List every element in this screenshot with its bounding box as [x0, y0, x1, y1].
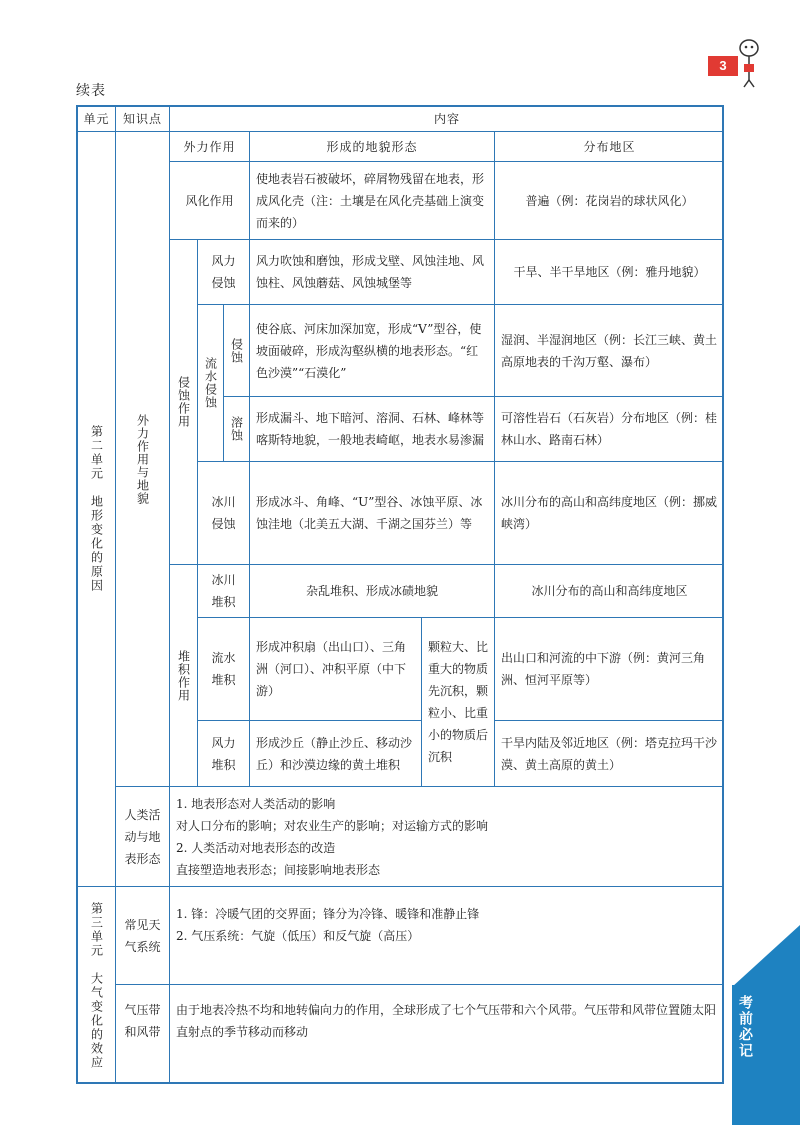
water-deposit-dist: 出山口和河流的中下游（例：黄河三角洲、恒河平原等） [495, 618, 724, 721]
unit3-kp1: 常见天气系统 [116, 887, 170, 985]
header-knowledge: 知识点 [116, 107, 170, 132]
wind-deposit-name: 风力堆积 [198, 721, 250, 787]
weathering-dist: 普遍（例：花岗岩的球状风化） [495, 162, 724, 240]
knowledge-table [76, 105, 724, 1084]
water-dissolve-dist: 可溶性岩石（石灰岩）分布地区（例：桂林山水、路南石林） [495, 397, 724, 462]
side-tab-corner-icon [732, 925, 800, 987]
unit2-kp2: 人类活动与地表形态 [116, 787, 170, 887]
kp2-line-2: 对人口分布的影响；对农业生产的影响；对运输方式的影响 [176, 818, 489, 833]
wind-erosion-name: 风力侵蚀 [198, 240, 250, 305]
wind-erosion-dist: 干旱、半干旱地区（例：雅丹地貌） [495, 240, 724, 305]
water-deposit-name: 流水堆积 [198, 618, 250, 721]
header-content: 内容 [170, 107, 724, 132]
erosion-name: 侵蚀作用 [170, 240, 198, 565]
header-unit: 单元 [78, 107, 116, 132]
col-force: 外力作用 [170, 132, 250, 162]
col-form: 形成的地貌形态 [250, 132, 495, 162]
unit3-kp2: 气压带和风带 [116, 985, 170, 1084]
col-dist: 分布地区 [495, 132, 724, 162]
kp2-line-3: 2. 人类活动对地表形态的改造 [176, 840, 336, 855]
glacier-deposit-name: 冰川堆积 [198, 565, 250, 618]
unit2-kp2-content [170, 787, 724, 887]
glacier-deposit-dist: 冰川分布的高山和高纬度地区 [495, 565, 724, 618]
weathering-name: 风化作用 [170, 162, 250, 240]
glacier-erosion-form: 形成冰斗、角峰、“U”型谷、冰蚀平原、冰蚀洼地（北美五大湖、千湖之国芬兰）等 [250, 462, 495, 565]
water-deposit-form: 形成冲积扇（出山口）、三角洲（河口）、冲积平原（中下游） [250, 618, 422, 721]
unit3-title: 第三单元 大气变化的效应 [78, 887, 116, 1084]
side-tab-label: 考前必记 [738, 995, 754, 1059]
wind-deposit-dist: 干旱内陆及邻近地区（例：塔克拉玛干沙漠、黄土高原的黄土） [495, 721, 724, 787]
continued-label: 续表 [76, 83, 106, 99]
kp1-line-2: 2. 气压系统：气旋（低压）和反气旋（高压） [176, 929, 420, 943]
deposition-name: 堆积作用 [170, 565, 198, 787]
water-erosion-name: 流水侵蚀 [198, 305, 224, 462]
unit2-title: 第二单元 地形变化的原因 [78, 132, 116, 887]
glacier-erosion-name: 冰川侵蚀 [198, 462, 250, 565]
water-erode-name: 侵蚀 [224, 305, 250, 397]
water-erode-form: 使谷底、河床加深加宽，形成“V”型谷，使坡面破碎，形成沟壑纵横的地表形态。“红色沙漠”“石漠化” [250, 305, 495, 397]
wind-erosion-form: 风力吹蚀和磨蚀，形成戈壁、风蚀洼地、风蚀柱、风蚀蘑菇、风蚀城堡等 [250, 240, 495, 305]
glacier-erosion-dist: 冰川分布的高山和高纬度地区（例：挪威峡湾） [495, 462, 724, 565]
mascot-icon [736, 36, 762, 88]
wind-deposit-form: 形成沙丘（静止沙丘、移动沙丘）和沙漠边缘的黄土堆积 [250, 721, 422, 787]
page-number: 3 [708, 56, 738, 76]
kp1-line-1: 1. 锋：冷暖气团的交界面；锋分为冷锋、暖锋和准静止锋 [176, 907, 480, 921]
water-dissolve-name: 溶蚀 [224, 397, 250, 462]
unit2-kp1: 外力作用与地貌 [116, 132, 170, 787]
kp2-line-1: 1. 地表形态对人类活动的影响 [176, 796, 336, 811]
deposit-shared-note: 颗粒大、比重大的物质先沉积，颗粒小、比重小的物质后沉积 [422, 618, 495, 787]
water-erode-dist: 湿润、半湿润地区（例：长江三峡、黄土高原地表的千沟万壑、瀑布） [495, 305, 724, 397]
unit3-kp2-content: 由于地表冷热不均和地转偏向力的作用，全球形成了七个气压带和六个风带。气压带和风带位置随太阳直射点的季节移动而移动 [176, 1003, 717, 1039]
water-dissolve-form: 形成漏斗、地下暗河、溶洞、石林、峰林等喀斯特地貌，一般地表崎岖，地表水易渗漏 [250, 397, 495, 462]
kp2-line-4: 直接塑造地表形态；间接影响地表形态 [176, 862, 381, 877]
glacier-deposit-form: 杂乱堆积、形成冰碛地貌 [250, 565, 495, 618]
weathering-form: 使地表岩石被破坏，碎屑物残留在地表，形成风化壳（注：土壤是在风化壳基础上演变而来的） [250, 162, 495, 240]
unit3-kp1-content [170, 887, 724, 985]
